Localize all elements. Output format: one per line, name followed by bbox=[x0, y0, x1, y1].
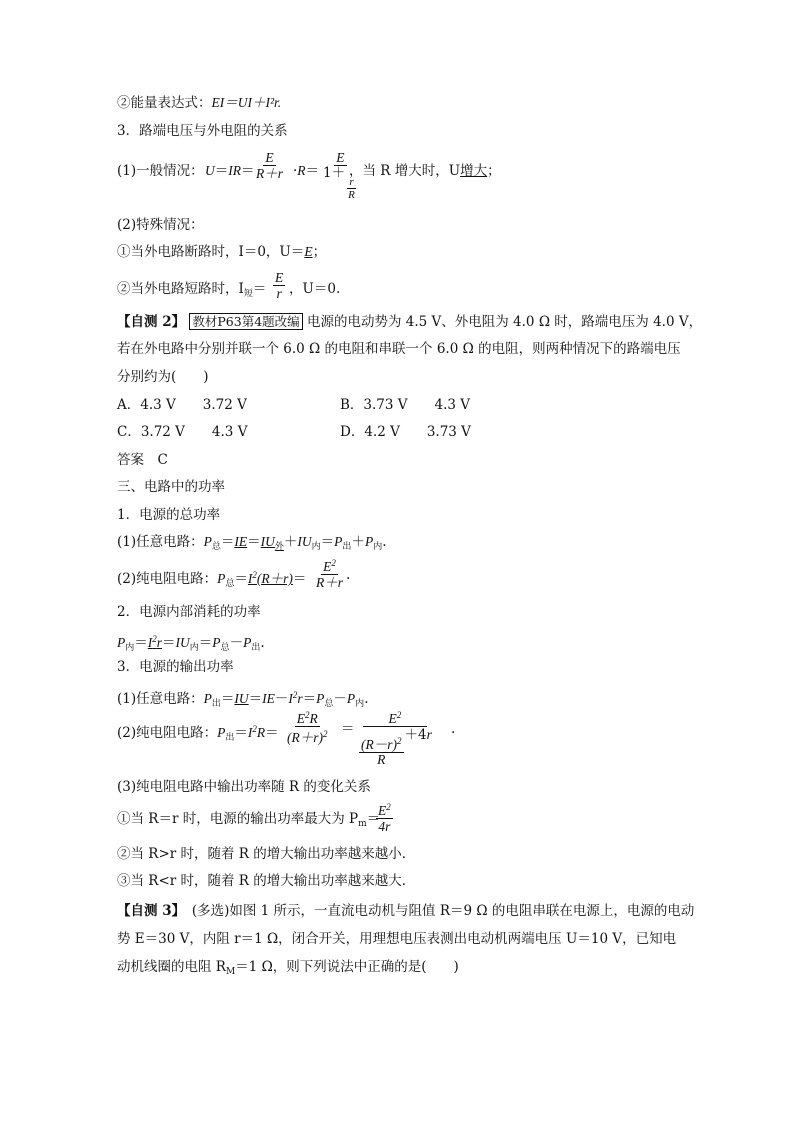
quiz3-line3: 动机线圈的电阻 $R_M=1$ Ω，则下列说法中正确的是( ) bbox=[117, 959, 459, 977]
fraction-e-over-r-plus-r: $\frac{E}{R+r}$ bbox=[256, 150, 283, 181]
quiz2-line1: 【自测 2】 教材P63第4题改编 电源的电动势为 4.5 V、外电阻为 4.0 Ω 时，路端电压为 4.0 V， bbox=[117, 314, 703, 330]
case-r-greater: ②当 R>r 时，随着 R 的增大输出功率越来越小． bbox=[117, 846, 416, 862]
total-power-title: 1．电源的总功率 bbox=[117, 507, 221, 523]
variation-title: (3)纯电阻电路中输出功率随 R 的变化关系 bbox=[117, 779, 371, 795]
option-b[interactable]: B．3.73 V 4.3 V bbox=[340, 397, 471, 413]
quiz2-line2: 若在外电路中分别并联一个 6.0 Ω 的电阻和串联一个 6.0 Ω 的电阻，则两种情况下的路端电压 bbox=[117, 341, 681, 357]
quiz3-line1: 【自测 3】 (多选)如图 1 所示，一直流电动机与阻值 R＝9 Ω 的电阻串联在电源上，电源的电动 bbox=[117, 903, 695, 919]
special-case-label: (2)特殊情况： bbox=[117, 217, 204, 233]
document-page: ②能量表达式：EI＝UI＋I²r. 3．路端电压与外电阻的关系 (1)一般情况： U＝IR＝ $\frac{E}{R+r}$ ·R＝ E 1＋ $\frac{r}{R}$ ，当 R 增大时，U增大； (2)特殊情况： ①当外电路断路时，I＝0，U＝E； ②当外电路短路时，$I_短=$ $\frac{E}{r}$ ，U＝0. 【自测 2】 教材P63第4题改编 电源的电动势为 4.5 V、外电阻为 4.0 Ω 时，路端电压为 4.0 V， 若在外电路中分别并联一个 6.0 Ω 的电阻和串联一个 6.0 Ω 的电阻，则两种情况下的路端电压 分别约为( ) A．4.3 V 3.72 V B．3.73 V 4.3 V C．3.72 V 4.3 V D．4.2 V 3.73 V 答案 C 三、电路中的功率 1．电源的总功率 (1)任意电路：$P_总=IE=IU_外+IU_内=P_出+P_内$. (2)纯电阻电路：$P_总=I^2(R+r)=$ $\frac{E^2}{R+r}$ . 2．电源内部消耗的功率 $P_内=I^2r=IU_内=P_总-P_出$. 3．电源的输出功率 (1)任意电路：$P_出=IU=IE-I^2r=P_总-P_内$. (2)纯电阻电路：$P_出=I^2R=$ $\frac{E^2R}{(R+r)^2}$ ＝ $E^2$ $\frac{(R-r)^2}{R}$ ＋4r . (3)纯电阻电路中输出功率随 R 的变化关系 ①当 R＝r 时，电源的输出功率最大为 $P_m=$ $\frac{E^2}{4r}$ ②当 R>r 时，随着 R 的增大输出功率越来越小． ③当 R<r 时，随着 R 的增大输出功率越来越大． 【自测 3】 (多选)如图 1 所示，一直流电动机与阻值 R＝9 Ω 的电阻串联在电源上，电源的电动 势 E＝30 V，内阻 r＝1 Ω，闭合开关，用理想电压表测出电动机两端电压 U＝10 V，已知电 动机线圈的电阻 $R_M=1$ Ω，则下列说法中正确的是( ) bbox=[0, 0, 794, 1123]
case-r-less: ③当 R<r 时，随着 R 的增大输出功率越来越大． bbox=[117, 873, 416, 889]
quiz2-line3: 分别约为( ) bbox=[117, 369, 209, 385]
energy-expression: ②能量表达式：EI＝UI＋I²r. bbox=[117, 95, 282, 111]
internal-power-title: 2．电源内部消耗的功率 bbox=[117, 604, 261, 620]
output-power-any-circuit: (1)任意电路：$P_出=IU=IE-I^2r=P_总-P_内$. bbox=[117, 690, 369, 709]
quiz2-answer: 答案 C bbox=[117, 452, 168, 468]
option-c[interactable]: C．3.72 V 4.3 V bbox=[117, 424, 248, 440]
option-d[interactable]: D．4.2 V 3.73 V bbox=[340, 424, 471, 440]
fraction-e-over-1-plus-r-over-r: E 1＋ $\frac{r}{R}$ bbox=[323, 150, 355, 201]
option-a[interactable]: A．4.3 V 3.72 V bbox=[117, 397, 247, 413]
item3-title: 3．路端电压与外电阻的关系 bbox=[117, 123, 288, 139]
quiz3-line2: 势 E＝30 V，内阻 r＝1 Ω，闭合开关，用理想电压表测出电动机两端电压 U＝10 V，已知电 bbox=[117, 931, 677, 947]
output-power-title: 3．电源的输出功率 bbox=[117, 659, 234, 675]
total-power-any-circuit: (1)任意电路：$P_总=IE=IU_外+IU_内=P_出+P_内$. bbox=[117, 534, 387, 552]
section3-title: 三、电路中的功率 bbox=[117, 479, 225, 495]
textbook-tag: 教材P63第4题改编 bbox=[189, 313, 302, 330]
internal-power-formula: $P_内=I^2r=IU_内=P_总-P_出$. bbox=[117, 634, 265, 653]
open-circuit-case: ①当外电路断路时，I＝0，U＝E； bbox=[117, 244, 327, 260]
